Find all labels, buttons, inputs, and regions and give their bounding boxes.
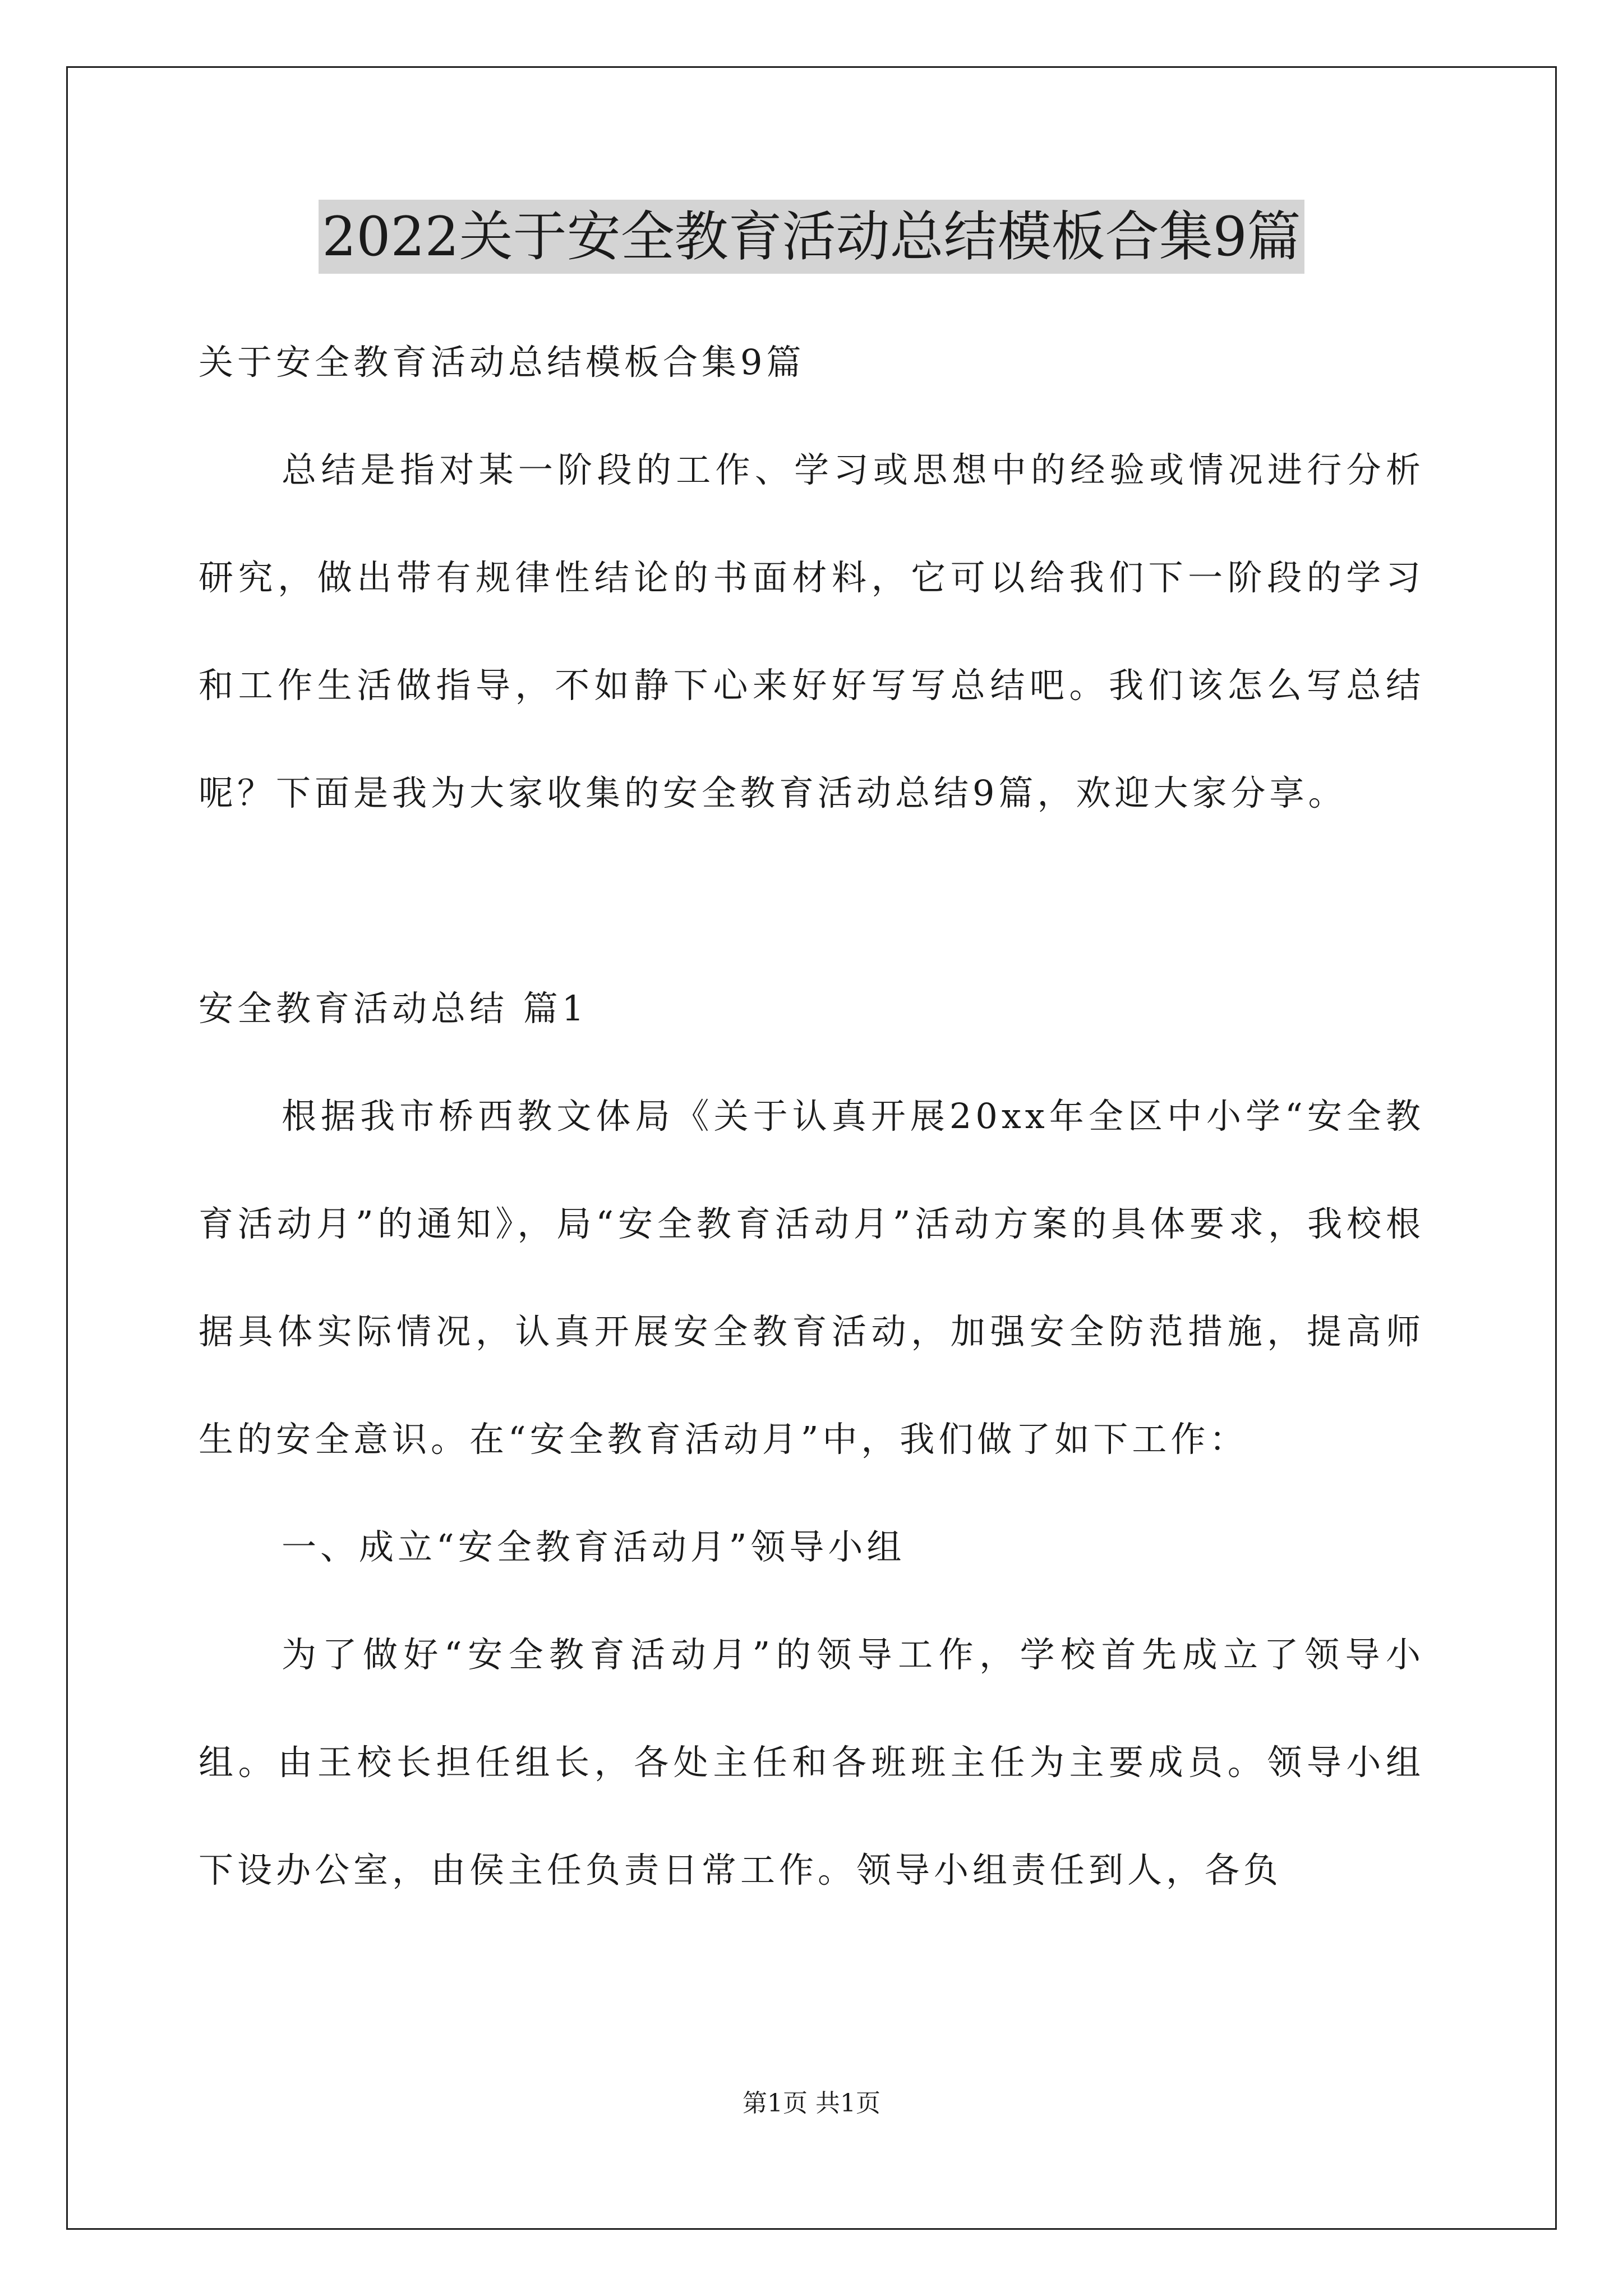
page-footer: 第1页 共1页: [743, 2089, 880, 2118]
section-paragraph-2: 为了做好“安全教育活动月”的领导工作，学校首先成立了领导小组。由王校长担任组长，各处主任和各班班主任为主要成员。领导小组下设办公室，由侯主任负责日常工作。领导小组责任到人，各负: [199, 1634, 1424, 1890]
section-heading: 安全教育活动总结 篇1: [199, 988, 588, 1029]
document-body: [199, 309, 1424, 1924]
section-paragraph-1: 根据我市桥西教文体局《关于认真开展20xx年全区中小学“安全教育活动月”的通知》，局“安全教育活动月”活动方案的具体要求，我校根据具体实际情况，认真开展安全教育活动，加强安全防范措施，提高师生的安全意识。在“安全教育活动月”中，我们做了如下工作：: [199, 1096, 1424, 1460]
paragraph-gap: [199, 847, 1424, 955]
subheading-leadership-group: 一、成立“安全教育活动月”领导小组: [282, 1526, 906, 1567]
document-title: 2022关于安全教育活动总结模板合集9篇: [319, 200, 1304, 274]
title-container: [0, 200, 1623, 274]
document-subtitle: 关于安全教育活动总结模板合集9篇: [199, 342, 805, 383]
intro-paragraph: 总结是指对某一阶段的工作、学习或思想中的经验或情况进行分析研究，做出带有规律性结论的书面材料，它可以给我们下一阶段的学习和工作生活做指导，不如静下心来好好写写总结吧。我们该怎么写总结呢？下面是我为大家收集的安全教育活动总结9篇，欢迎大家分享。: [199, 449, 1424, 813]
